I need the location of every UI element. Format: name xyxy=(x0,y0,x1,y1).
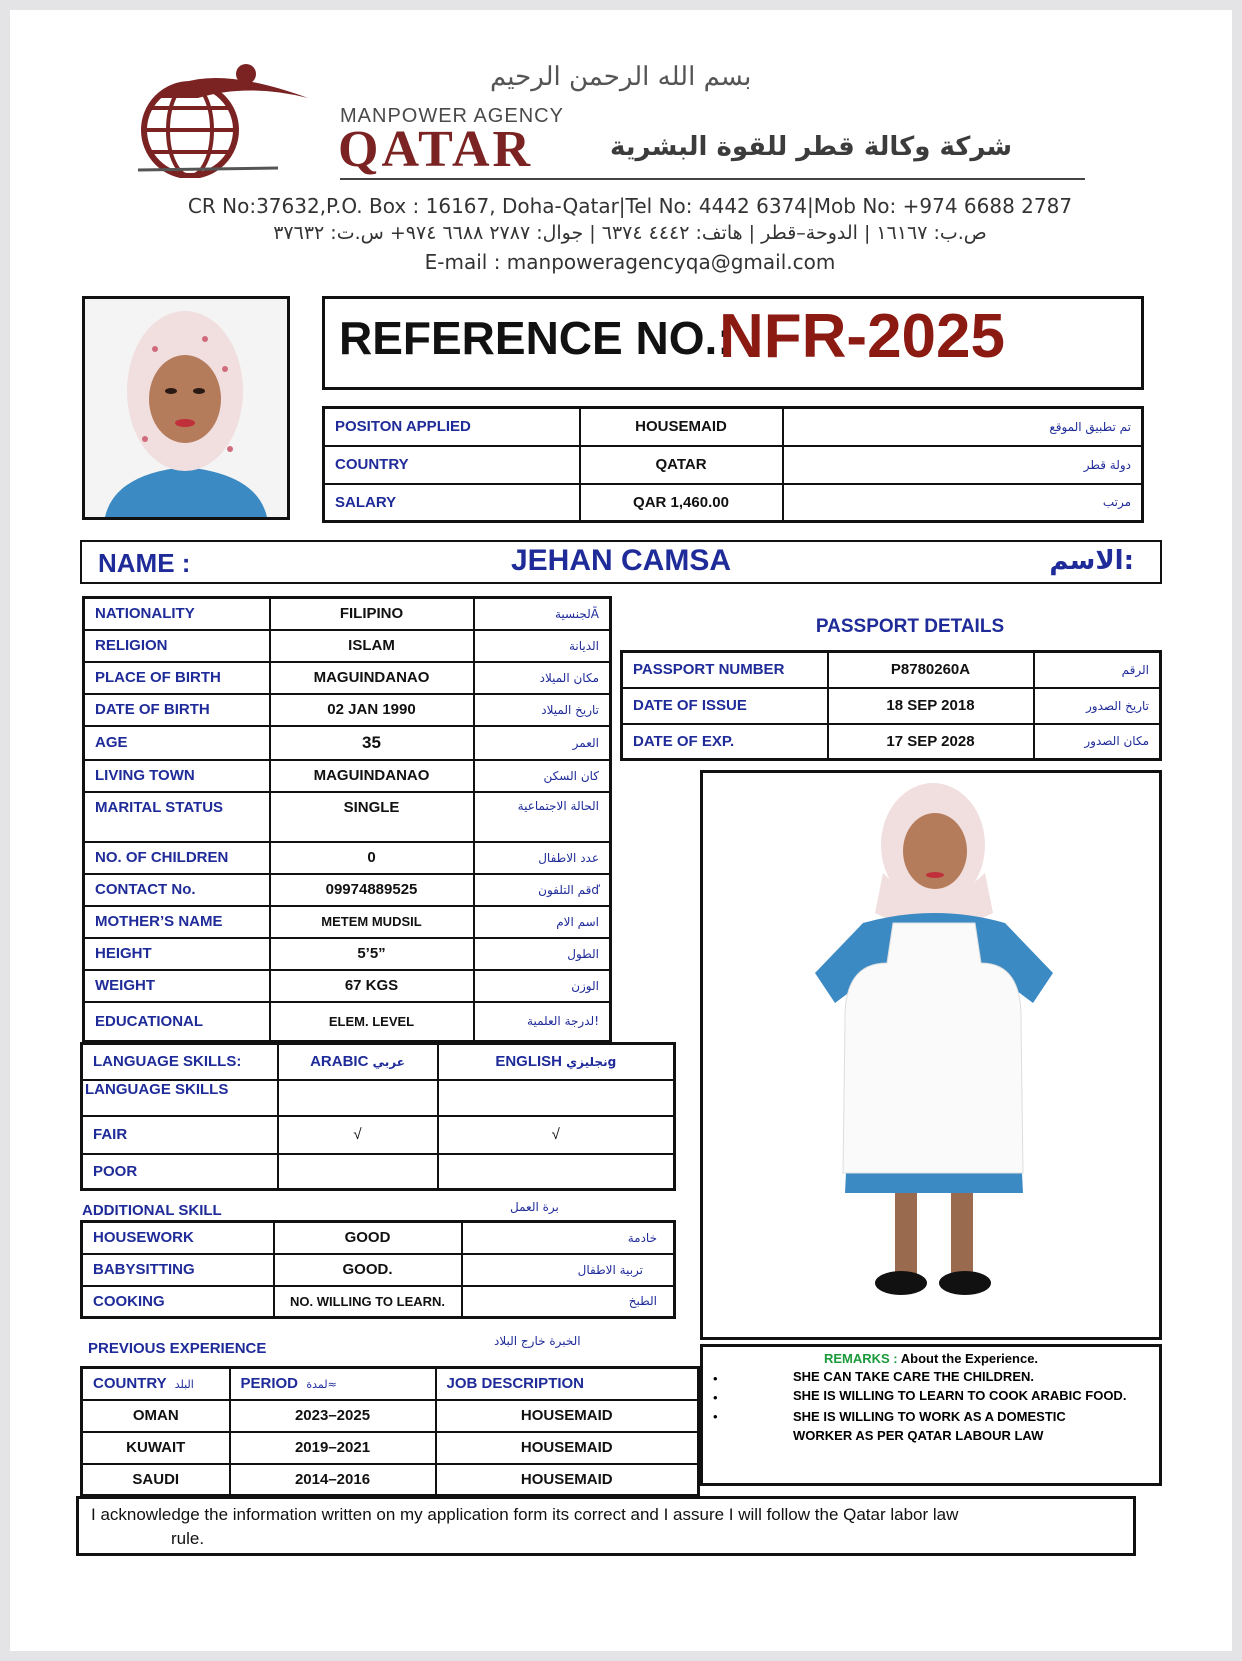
table-row xyxy=(84,598,611,630)
birthplace-arabic: مكان الميلاد xyxy=(474,662,611,694)
reference-number: NFR-2025 xyxy=(719,302,1005,371)
experience-country: KUWAIT xyxy=(82,1432,230,1464)
passport-number-value: P8780260A xyxy=(828,652,1034,688)
country-column xyxy=(82,1368,230,1400)
experience-country: OMAN xyxy=(82,1400,230,1432)
experience-period: 2019–2021 xyxy=(230,1432,436,1464)
table-row xyxy=(622,688,1161,724)
birthdate-arabic: تاريخ الميلاد xyxy=(474,694,611,726)
table-row xyxy=(84,842,611,874)
contact-label: CONTACT No. xyxy=(84,874,270,906)
language-header: LANGUAGE SKILLS: xyxy=(82,1044,278,1080)
living-town-value: MAGUINDANAO xyxy=(270,760,474,792)
passport-title: PASSPORT DETAILS xyxy=(815,616,1005,637)
table-row xyxy=(82,1286,675,1318)
nationality-label: NATIONALITY xyxy=(84,598,270,630)
expiry-date-arabic: مكان الصدور xyxy=(1034,724,1161,760)
acknowledgement-box xyxy=(76,1496,1136,1556)
fair-english-check: √ xyxy=(438,1116,675,1154)
mother-name-value: METEM MUDSIL xyxy=(270,906,474,938)
table-row xyxy=(84,970,611,1002)
position-row xyxy=(324,408,1143,446)
name-label-arabic: الاسم: xyxy=(1049,546,1134,576)
age-value: 35 xyxy=(270,726,474,760)
arabic-label-ar: عربي xyxy=(372,1055,405,1070)
table-row xyxy=(82,1368,699,1400)
children-arabic: عدد الاطفال xyxy=(474,842,611,874)
language-table xyxy=(80,1042,676,1191)
weight-label: WEIGHT xyxy=(84,970,270,1002)
country-arabic: دولة قطر xyxy=(783,446,1143,484)
remarks-bullet: • xyxy=(713,1390,718,1405)
table-row xyxy=(82,1400,699,1432)
english-label-ar: نجليزيg xyxy=(566,1055,617,1070)
height-label: HEIGHT xyxy=(84,938,270,970)
education-value: ELEM. LEVEL xyxy=(270,1002,474,1042)
contact-value: 09974889525 xyxy=(270,874,474,906)
experience-job: HOUSEMAID xyxy=(436,1432,699,1464)
portrait-photo xyxy=(82,296,290,520)
empty-cell xyxy=(438,1154,675,1190)
cooking-value: NO. WILLING TO LEARN. xyxy=(274,1286,462,1318)
passport-number-label: PASSPORT NUMBER xyxy=(622,652,828,688)
additional-skill-table xyxy=(80,1220,676,1319)
english-label: ENGLISH xyxy=(495,1053,562,1071)
table-row xyxy=(84,760,611,792)
fair-arabic-check: √ xyxy=(278,1116,438,1154)
issue-date-value: 18 SEP 2018 xyxy=(828,688,1034,724)
table-row xyxy=(82,1080,675,1116)
name-label: NAME : xyxy=(98,548,191,578)
experience-job: HOUSEMAID xyxy=(436,1400,699,1432)
contact-english: CR No:37632,P.O. Box : 16167, Doha-Qatar|Tel No: 4442 6374|Mob No: +974 6688 2787 xyxy=(187,194,1073,218)
position-label: POSITON APPLIED xyxy=(324,408,580,446)
reference-box xyxy=(322,296,1144,390)
remark-item: SHE IS WILLING TO WORK AS A DOMESTIC WORKER AS PER QATAR LABOUR LAW xyxy=(793,1409,1066,1443)
table-row xyxy=(622,652,1161,688)
living-town-label: LIVING TOWN xyxy=(84,760,270,792)
salary-value: QAR 1,460.00 xyxy=(580,484,783,522)
passport-table xyxy=(620,650,1162,761)
empty-cell xyxy=(438,1080,675,1116)
agency-label: MANPOWER AGENCY xyxy=(340,105,564,127)
remarks-bullet: • xyxy=(713,1371,718,1386)
remarks-subtitle: About the Experience. xyxy=(900,1351,1039,1366)
agency-logo xyxy=(128,58,308,178)
table-row xyxy=(84,726,611,760)
country-label: COUNTRY xyxy=(324,446,580,484)
country-row xyxy=(324,446,1143,484)
marital-status-arabic: الحالة الاجتماعية xyxy=(474,792,611,842)
remarks-label: REMARKS : xyxy=(823,1351,898,1366)
contact-arabic: ص.ب: ١٦١٦٧ | الدوحة–قطر | هاتف: ٤٤٤٢ ٦٣٧٤ | جوال: ٢٧٨٧ ٦٦٨٨ ٩٧٤+ س.ت: ٣٧٦٣٢ xyxy=(273,222,987,244)
height-value: 5’5” xyxy=(270,938,474,970)
education-arabic: لدرجة العلمية! xyxy=(474,1002,611,1042)
full-body-photo xyxy=(700,770,1162,1340)
birthdate-label: DATE OF BIRTH xyxy=(84,694,270,726)
period-column-label: PERIOD xyxy=(240,1375,299,1393)
table-row xyxy=(84,874,611,906)
applicant-name: JEHAN CAMSA xyxy=(510,544,732,577)
table-row xyxy=(84,906,611,938)
issue-date-arabic: تاريخ الصدور xyxy=(1034,688,1161,724)
mother-name-label: MOTHER’S NAME xyxy=(84,906,270,938)
table-row xyxy=(84,938,611,970)
salary-row xyxy=(324,484,1143,522)
living-town-arabic: كان السكن xyxy=(474,760,611,792)
religion-arabic: الديانة xyxy=(474,630,611,662)
marital-status-label: MARITAL STATUS xyxy=(84,792,270,842)
housework-label: HOUSEWORK xyxy=(82,1222,274,1254)
babysitting-value: GOOD. xyxy=(274,1254,462,1286)
table-row xyxy=(84,694,611,726)
age-label: AGE xyxy=(84,726,270,760)
table-row xyxy=(82,1044,675,1080)
remarks-heading xyxy=(703,1351,1159,1366)
cooking-label: COOKING xyxy=(82,1286,274,1318)
table-row xyxy=(82,1154,675,1190)
table-row xyxy=(82,1254,675,1286)
experience-country: SAUDI xyxy=(82,1464,230,1496)
remarks-bullet: • xyxy=(713,1409,718,1424)
table-row xyxy=(84,1002,611,1042)
expiry-date-label: DATE OF EXP. xyxy=(622,724,828,760)
job-column-label: JOB DESCRIPTION xyxy=(436,1368,699,1400)
position-table xyxy=(322,406,1144,528)
religion-value: ISLAM xyxy=(270,630,474,662)
agency-name-arabic: شركة وكالة قطر للقوة البشرية xyxy=(610,132,1013,162)
experience-title: PREVIOUS EXPERIENCE xyxy=(88,1340,267,1357)
position-arabic: تم تطبيق الموقع xyxy=(783,408,1143,446)
birthplace-value: MAGUINDANAO xyxy=(270,662,474,694)
remarks-box xyxy=(700,1344,1162,1486)
application-form xyxy=(10,10,1232,1651)
period-column-arabic: لمدة≈ xyxy=(306,1378,337,1392)
table-row xyxy=(84,630,611,662)
babysitting-label: BABYSITTING xyxy=(82,1254,274,1286)
acknowledgement-line2: rule. xyxy=(171,1529,205,1548)
weight-value: 67 KGS xyxy=(270,970,474,1002)
agency-name: QATAR xyxy=(338,121,534,178)
reference-label: REFERENCE NO.: xyxy=(339,312,733,364)
table-row xyxy=(622,724,1161,760)
housework-arabic: خادمة xyxy=(462,1222,675,1254)
education-label: EDUCATIONAL xyxy=(84,1002,270,1042)
personal-details-table xyxy=(82,596,612,1043)
acknowledgement-line1: I acknowledge the information written on my application form its correct and I assure I will follow the Qatar labor law xyxy=(91,1505,959,1524)
language-sub-label: LANGUAGE SKILLS xyxy=(82,1080,278,1116)
remark-item: SHE IS WILLING TO LEARN TO COOK ARABIC FOOD. xyxy=(793,1388,1127,1403)
experience-period: 2023–2025 xyxy=(230,1400,436,1432)
period-column xyxy=(230,1368,436,1400)
birthplace-label: PLACE OF BIRTH xyxy=(84,662,270,694)
religion-label: RELIGION xyxy=(84,630,270,662)
basmala: بسم الله الرحمن الرحيم xyxy=(490,62,752,92)
housework-value: GOOD xyxy=(274,1222,462,1254)
name-bar xyxy=(80,540,1162,584)
salary-arabic: مرتب xyxy=(783,484,1143,522)
arabic-label: ARABIC xyxy=(310,1053,369,1071)
experience-table xyxy=(80,1366,700,1497)
table-row xyxy=(82,1116,675,1154)
arabic-column xyxy=(278,1044,438,1080)
empty-cell xyxy=(278,1080,438,1116)
country-column-arabic: البلد xyxy=(174,1378,194,1392)
babysitting-arabic: تربية الاطفال xyxy=(462,1254,675,1286)
table-row xyxy=(84,662,611,694)
english-column xyxy=(438,1044,675,1080)
email: E-mail : manpoweragencyqa@gmail.com xyxy=(424,250,836,274)
country-column-label: COUNTRY xyxy=(93,1375,167,1393)
issue-date-label: DATE OF ISSUE xyxy=(622,688,828,724)
table-row xyxy=(82,1464,699,1496)
weight-arabic: الوزن xyxy=(474,970,611,1002)
empty-cell xyxy=(278,1154,438,1190)
children-label: NO. OF CHILDREN xyxy=(84,842,270,874)
table-row xyxy=(82,1432,699,1464)
experience-period: 2014–2016 xyxy=(230,1464,436,1496)
fair-label: FAIR xyxy=(82,1116,278,1154)
passport-number-arabic: الرقم xyxy=(1034,652,1161,688)
marital-status-value: SINGLE xyxy=(270,792,474,842)
age-arabic: العمر xyxy=(474,726,611,760)
mother-name-arabic: اسم الام xyxy=(474,906,611,938)
nationality-value: FILIPINO xyxy=(270,598,474,630)
cooking-arabic: الطبخ xyxy=(462,1286,675,1318)
additional-skill-title: ADDITIONAL SKILL xyxy=(82,1202,222,1219)
header-rule xyxy=(340,178,1085,180)
height-arabic: الطول xyxy=(474,938,611,970)
birthdate-value: 02 JAN 1990 xyxy=(270,694,474,726)
nationality-arabic: لجنسيةĀ xyxy=(474,598,611,630)
experience-title-arabic: الخبرة خارج البلاد xyxy=(494,1334,581,1348)
table-row xyxy=(82,1222,675,1254)
expiry-date-value: 17 SEP 2028 xyxy=(828,724,1034,760)
position-value: HOUSEMAID xyxy=(580,408,783,446)
experience-job: HOUSEMAID xyxy=(436,1464,699,1496)
country-value: QATAR xyxy=(580,446,783,484)
remark-item: SHE CAN TAKE CARE THE CHILDREN. xyxy=(793,1369,1034,1384)
additional-skill-title-arabic: برة العمل xyxy=(510,1200,559,1214)
children-value: 0 xyxy=(270,842,474,874)
contact-arabic: قم التلفونď xyxy=(474,874,611,906)
table-row xyxy=(84,792,611,842)
poor-label: POOR xyxy=(82,1154,278,1190)
salary-label: SALARY xyxy=(324,484,580,522)
